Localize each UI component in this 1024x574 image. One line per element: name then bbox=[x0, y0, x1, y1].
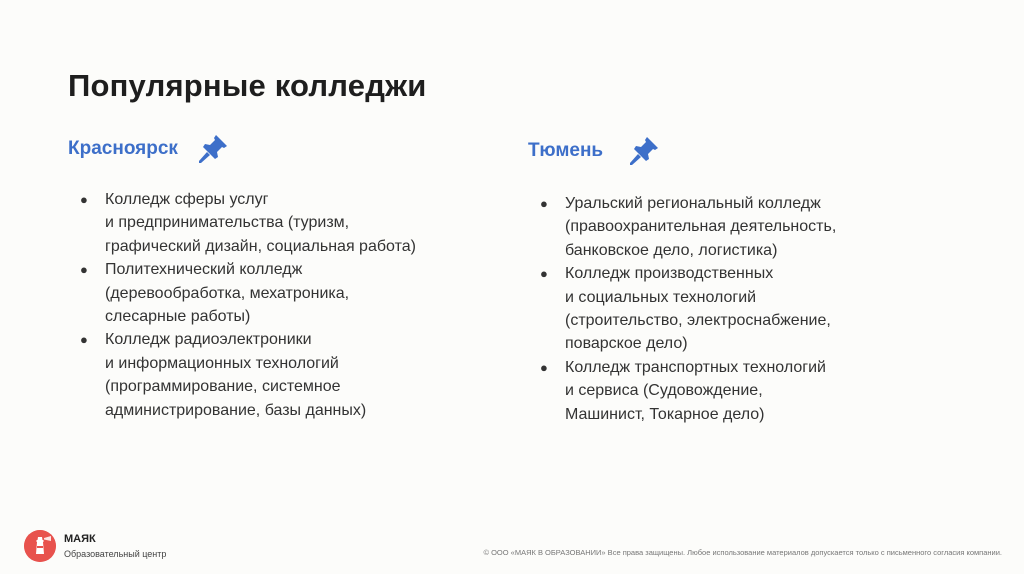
item-line: (правоохранительная деятельность, bbox=[565, 218, 837, 236]
column-krasnoyarsk bbox=[68, 132, 488, 422]
item-line: Колледж транспортных технологий bbox=[565, 358, 826, 376]
item-line: Колледж сферы услуг bbox=[105, 191, 269, 208]
list-item bbox=[528, 356, 948, 426]
item-line: банковское дело, логистика) bbox=[565, 241, 778, 259]
bullet: ● bbox=[540, 266, 548, 282]
item-line: (деревообработка, мехатроника, bbox=[105, 284, 350, 302]
item-line: Уральский региональный колледж bbox=[565, 195, 821, 212]
city-header bbox=[68, 132, 488, 166]
item-line: Колледж радиоэлектроники bbox=[105, 331, 312, 349]
list-item bbox=[528, 192, 948, 262]
pushpin-icon bbox=[196, 132, 230, 166]
brand-subtitle: Образовательный центр bbox=[64, 549, 167, 559]
list-item bbox=[68, 328, 488, 422]
item-line: поварское дело) bbox=[565, 335, 688, 353]
city-header bbox=[528, 134, 948, 168]
copyright-notice: © ООО «МАЯК В ОБРАЗОВАНИИ» Все права защищены. Любое использование материалов допускается только с письменного согласия компании. bbox=[483, 548, 1002, 557]
item-line: Машинист, Токарное дело) bbox=[565, 405, 765, 423]
item-line: и предпринимательства (туризм, bbox=[105, 214, 350, 232]
item-line: Политехнический колледж bbox=[105, 261, 303, 279]
item-line: и социальных технологий bbox=[565, 288, 757, 306]
list-item bbox=[528, 262, 948, 356]
bullet: ● bbox=[540, 359, 548, 375]
bullet: ● bbox=[80, 332, 88, 348]
item-line: Колледж производственных bbox=[565, 265, 774, 283]
bullet: ● bbox=[80, 262, 88, 278]
bullet: ● bbox=[80, 192, 88, 207]
city-name: Красноярск bbox=[68, 138, 178, 159]
item-line: (строительство, электроснабжение, bbox=[565, 312, 831, 330]
item-line: и информационных технологий bbox=[105, 354, 339, 372]
item-line: и сервиса (Судовождение, bbox=[565, 382, 763, 400]
college-list bbox=[68, 188, 488, 422]
item-line: (программирование, системное bbox=[105, 378, 341, 396]
college-list bbox=[528, 192, 948, 426]
brand-name: МАЯК bbox=[64, 533, 96, 545]
item-line: графический дизайн, социальная работа) bbox=[105, 237, 416, 255]
list-item bbox=[68, 258, 488, 328]
item-line: слесарные работы) bbox=[105, 308, 251, 326]
lighthouse-logo bbox=[24, 530, 56, 562]
item-line: администрирование, базы данных) bbox=[105, 401, 367, 419]
column-tyumen bbox=[528, 134, 948, 426]
list-item bbox=[68, 188, 488, 258]
page-title: Популярные колледжи bbox=[68, 68, 427, 103]
city-name: Тюмень bbox=[528, 140, 604, 161]
pushpin-icon bbox=[627, 134, 661, 168]
bullet: ● bbox=[540, 196, 548, 211]
